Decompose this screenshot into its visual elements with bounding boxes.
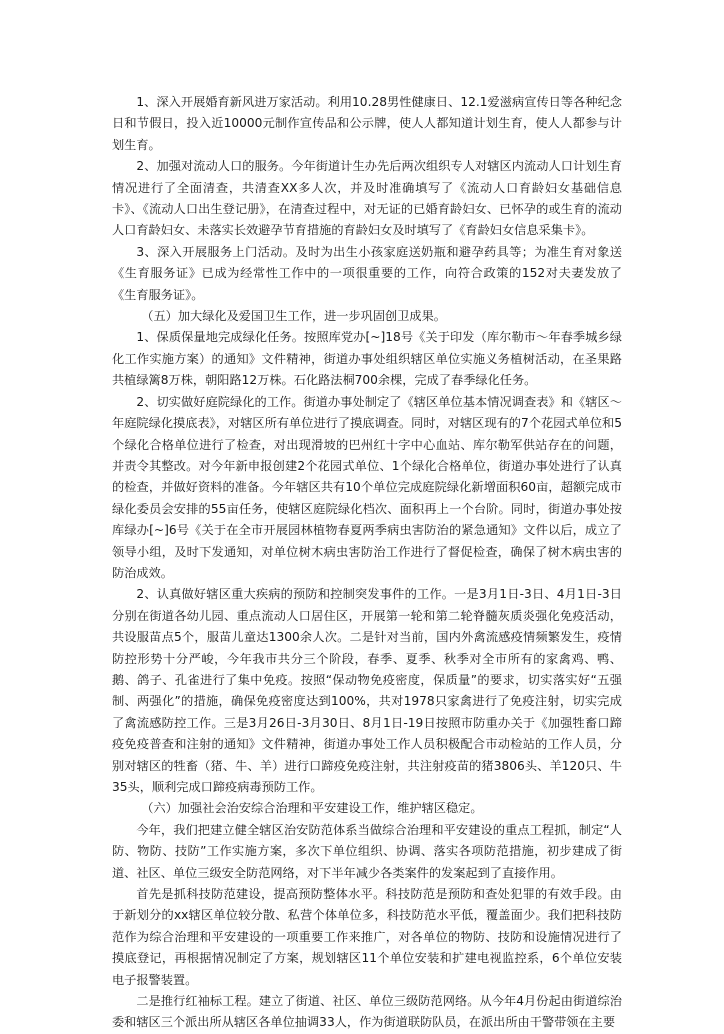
paragraph-publicity: 1、深入开展婚育新风进万家活动。利用10.28男性健康日、12.1爱滋病宣传日等各种纪念日和节假日，投入近10000元制作宣传品和公示牌，使人人都知道计划生育，使人人都参与计划生育。 — [112, 95, 622, 152]
paragraph-security-system: 今年，我们把建立健全辖区治安防范体系当做综合治理和平安建设的重点工程抓，制定“人防、物防、技防”工作实施方案，多次下单位组织、协调、落实各项防范措施，初步建成了街道、社区、单位三级安全防范网络，对下半年减少各类案件的发案起到了直接作用。 — [112, 822, 622, 880]
document-page — [112, 92, 622, 1034]
paragraph-door-service: 3、深入开展服务上门活动。及时为出生小孩家庭送奶瓶和避孕药具等；为准生育对象送《生育服务证》已成为经常性工作中的一项很重要的工作，向符合政策的152对夫妻发放了《生育服务证》。 — [112, 244, 622, 302]
paragraph-red-armband: 二是推行红袖标工程。建立了街道、社区、单位三级防范网络。从今年4月份起由街道综治委和辖区三个派出所从辖区各单位抽调33人，作为街道联防队员，在派出所由干警带领在主要 — [112, 994, 622, 1030]
paragraph-disease-prevention: 2、认真做好辖区重大疾病的预防和控制突发事件的工作。一是3月1日-3日、4月1日-3日分别在街道各幼儿园、重点流动人口居住区，开展第一轮和第二轮脊髓灰质炎强化免疫活动，共设服苗点5个，服苗儿童达1300余人次。二是针对当前，国内外禽流感疫情频繁发生，疫情防控形势十分严峻，今年我市共分三个阶段，春季、夏季、秋季对全市所有的家禽鸡、鸭、鹅、鸽子、孔雀进行了集中免疫。按照“保动物免疫密度，保质量”的要求，切实落实好“五强制、两强化”的措施，确保免疫密度达到100%，共对1978只家禽进行了免疫注射，切实完成了禽流感防控工作。三是3月26日-3月30日、8月1日-19日按照市防重办关于《加强牲畜口蹄疫免疫普查和注射的通知》文件精神，街道办事处工作人员积极配合市动检站的工作人员，分别对辖区的牲畜（猪、牛、羊）进行口蹄疫免疫注射，共注射疫苗的猪3806头、羊120只、牛35头，顺利完成口蹄疫病毒预防工作。 — [112, 587, 622, 794]
paragraph-floating-population: 2、加强对流动人口的服务。今年街道计生办先后两次组织专人对辖区内流动人口计划生育情况进行了全面清查，共清查XX多人次，并及时准确填写了《流动人口育龄妇女基础信息卡》、《流动人口出生登记册》，在清查过程中，对无证的已婚育龄妇女、已怀孕的或生育的流动人口育龄妇女、未落实长效避孕节育措施的育龄妇女及时填写了《育龄妇女信息采集卡》。 — [112, 159, 622, 238]
section-heading-greening: （五）加大绿化及爱国卫生工作，进一步巩固创卫成果。 — [141, 309, 446, 324]
section-heading-public-security: （六）加强社会治安综合治理和平安建设工作，维护辖区稳定。 — [141, 801, 483, 816]
paragraph-courtyard-greening: 2、切实做好庭院绿化的工作。街道办事处制定了《辖区单位基本情况调查表》和《辖区～年庭院绿化摸底表》，对辖区所有单位进行了摸底调查。同时，对辖区现有的7个花园式单位和5个绿化合格单位进行了检查，对出现滑坡的巴州红十字中心血站、库尔勒军供站存在的问题，并责令其整改。对今年新申报创建2个花园式单位、1个绿化合格单位，街道办事处进行了认真的检查，并做好资料的准备。今年辖区共有10个单位完成庭院绿化新增面积60亩，超额完成市绿化委员会安排的55亩任务，使辖区庭院绿化档次、面积再上一个台阶。同时，街道办事处按库绿办[~]6号《关于在全市开展园林植物春夏两季病虫害防治的紧急通知》文件以后，成立了领导小组，及时下发通知，对单位树木病虫害防治工作进行了督促检查，确保了树木病虫害的防治成效。 — [112, 394, 622, 580]
paragraph-greening-task: 1、保质保量地完成绿化任务。按照库党办[~]18号《关于印发（库尔勒市～年春季城乡绿化工作实施方案）的通知》文件精神，街道办事处组织辖区单位实施义务植树活动，在圣果路共植绿篱8万株，朝阳路12万株。石化路法桐700余棵，完成了春季绿化任务。 — [112, 330, 622, 388]
paragraph-tech-prevention: 首先是抓科技防范建设，提高预防整体水平。科技防范是预防和查处犯罪的有效手段。由于新划分的xx辖区单位较分散、私营个体单位多，科技防范水平低，覆盖面少。我们把科技防范作为综合治理和平安建设的一项重要工作来推广，对各单位的物防、技防和设施情况进行了摸底登记，再根据情况制定了方案，规划辖区11个单位安装和扩建电视监控系，6个单位安装电子报警装置。 — [112, 887, 622, 987]
